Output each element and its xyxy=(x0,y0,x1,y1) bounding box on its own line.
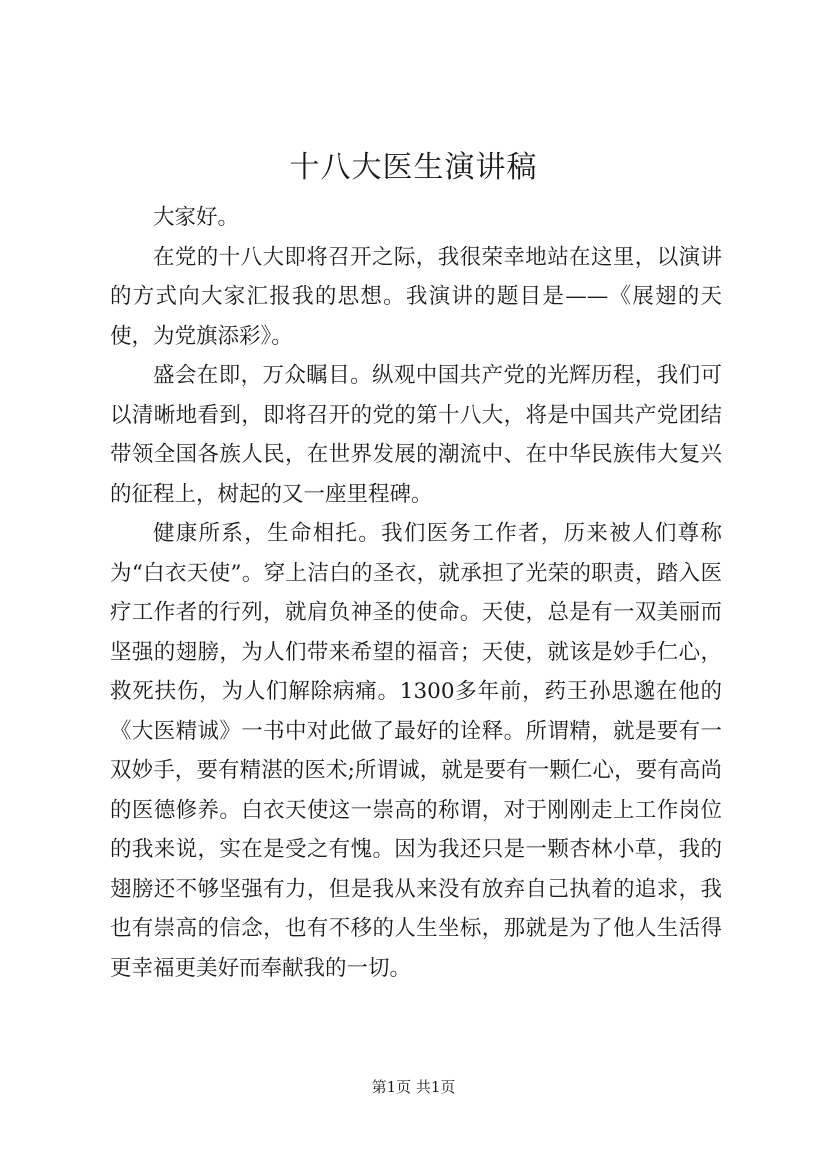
document-body xyxy=(110,198,722,988)
paragraph-congress: 盛会在即，万众瞩目。纵观中国共产党的光辉历程，我们可以清晰地看到，即将召开的党的第十八大，将是中国共产党团结带领全国各族人民，在世界发展的潮流中、在中华民族伟大复兴的征程上，树起的又一座里程碑。 xyxy=(110,363,722,507)
page-footer: 第1页 共1页 xyxy=(371,1078,456,1096)
paragraph-angels: 健康所系，生命相托。我们医务工作者，历来被人们尊称为“白衣天使”。穿上洁白的圣衣，就承担了光荣的职责，踏入医疗工作者的行列，就肩负神圣的使命。天使，总是有一双美丽而坚强的翅膀，为人们带来希望的福音；天使，就该是妙手仁心，救死扶伤，为人们解除病痛。1300多年前，药王孙思邈在他的《大医精诚》一书中对此做了最好的诠释。所谓精，就是要有一双妙手，要有精湛的医术;所谓诚，就是要有一颗仁心，要有高尚的医德修养。白衣天使这一崇高的称谓，对于刚刚走上工作岗位的我来说，实在是受之有愧。因为我还只是一颗杏林小草，我的翅膀还不够坚强有力，但是我从来没有放弃自己执着的追求，我也有崇高的信念，也有不移的人生坐标，那就是为了他人生活得更幸福更美好而奉献我的一切。 xyxy=(110,521,722,981)
paragraph-greeting: 大家好。 xyxy=(153,205,240,230)
paragraph-introduction: 在党的十八大即将召开之际，我很荣幸地站在这里，以演讲的方式向大家汇报我的思想。我演讲的题目是——《展翅的天使，为党旗添彩》。 xyxy=(110,244,722,349)
document-title: 十八大医生演讲稿 xyxy=(289,150,538,185)
